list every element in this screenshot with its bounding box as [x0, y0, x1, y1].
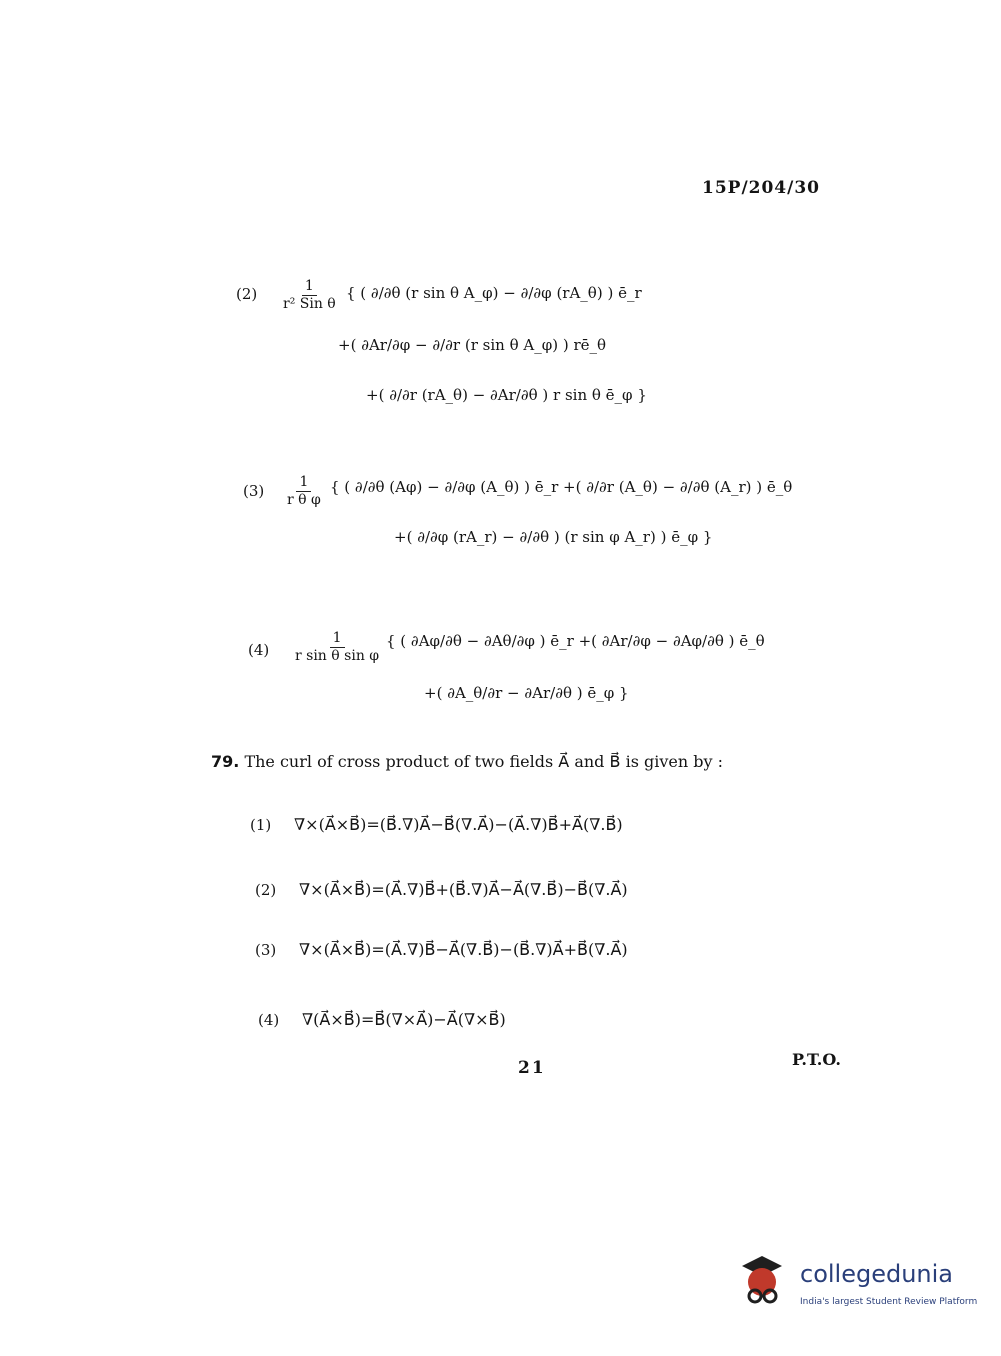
answer-expression: ∇×(A⃗×B⃗)=(B⃗.∇)A⃗−B⃗(∇.A⃗)−(A⃗.∇)B⃗+A⃗(∇.B⃗) [294, 815, 623, 834]
answer-option [258, 1010, 506, 1029]
paper-code: 15P/204/30 [702, 178, 821, 198]
prefactor-numerator: 1 [296, 474, 311, 492]
option-number: (2) [236, 285, 258, 303]
prefactor-numerator: 1 [330, 630, 345, 648]
prefactor [292, 630, 382, 665]
question-number: 79. [211, 752, 240, 771]
answer-number: (4) [258, 1010, 280, 1029]
answer-option [255, 940, 628, 959]
formula-line: +( ∂Ar/∂φ − ∂/∂r (r sin θ A_φ) ) rē_θ [338, 336, 607, 354]
answer-expression: ∇(A⃗×B⃗)=B⃗(∇×A⃗)−A⃗(∇×B⃗) [302, 1010, 506, 1029]
option-number: (3) [243, 482, 265, 500]
prefactor [280, 278, 339, 313]
question-79 [211, 752, 723, 771]
formula-line: { ( ∂/∂θ (r sin θ A_φ) − ∂/∂φ (rA_θ) ) ē_r [346, 284, 642, 302]
formula-line: { ( ∂Aφ/∂θ − ∂Aθ/∂φ ) ē_r +( ∂Ar/∂φ − ∂Aφ/∂θ ) ē_θ [386, 632, 765, 650]
prefactor-denominator: r² Sin θ [283, 296, 336, 312]
watermark-brand: collegedunia [800, 1260, 954, 1288]
formula-line: +( ∂A_θ/∂r − ∂Ar/∂θ ) ē_φ } [424, 684, 629, 702]
formula-line: +( ∂/∂φ (rA_r) − ∂/∂θ ) (r sin φ A_r) ) ē_φ } [394, 528, 713, 546]
answer-number: (1) [250, 815, 272, 834]
answer-number: (3) [255, 940, 277, 959]
prefactor-denominator: r θ φ [287, 492, 321, 508]
question-text: The curl of cross product of two fields A⃗ and B⃗ is given by : [244, 752, 723, 771]
answer-option [255, 880, 628, 899]
answer-number: (2) [255, 880, 277, 899]
prefactor [284, 474, 324, 509]
prefactor-denominator: r sin θ sin φ [295, 648, 380, 664]
answer-expression: ∇×(A⃗×B⃗)=(A⃗.∇)B⃗−A⃗(∇.B⃗)−(B⃗.∇)A⃗+B⃗(∇.A⃗) [299, 940, 628, 959]
watermark-tagline: India's largest Student Review Platform [800, 1297, 978, 1307]
prefactor-numerator: 1 [302, 278, 317, 296]
page-number: 21 [518, 1058, 546, 1078]
formula-line: { ( ∂/∂θ (Aφ) − ∂/∂φ (A_θ) ) ē_r +( ∂/∂r (A_θ) − ∂/∂θ (A_r) ) ē_θ [330, 478, 793, 496]
option-number: (4) [248, 641, 270, 659]
pto-label: P.T.O. [792, 1050, 841, 1069]
answer-expression: ∇×(A⃗×B⃗)=(A⃗.∇)B⃗+(B⃗.∇)A⃗−A⃗(∇.B⃗)−B⃗(∇.A⃗) [299, 880, 628, 899]
answer-option [250, 815, 623, 834]
formula-line: +( ∂/∂r (rA_θ) − ∂Ar/∂θ ) r sin θ ē_φ } [366, 386, 647, 404]
